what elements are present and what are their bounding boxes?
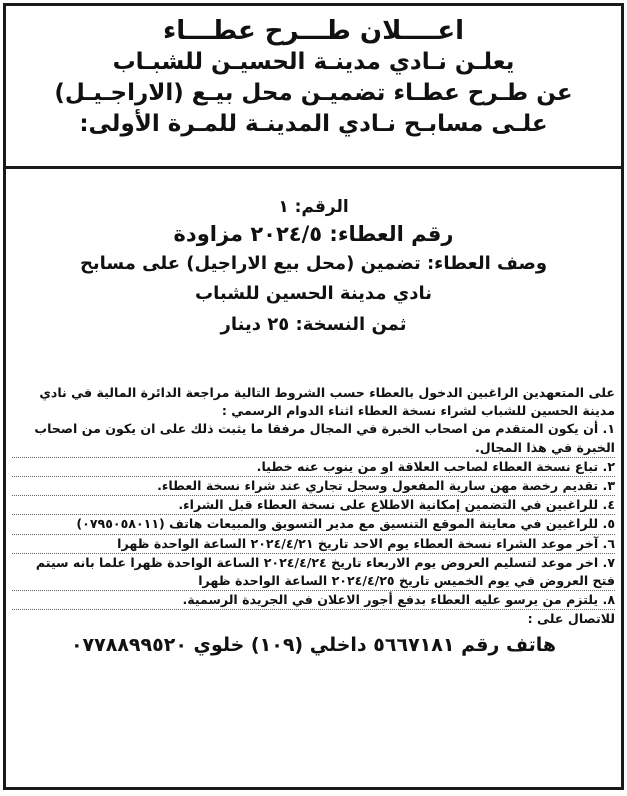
contact-label: للاتصال على : <box>527 611 615 627</box>
headline-title: اعــــلان طـــرح عطـــاء <box>162 16 465 46</box>
headline-club: يعلـن نـادي مدينـة الحسيـن للشبـاب <box>112 49 515 75</box>
condition-item-7: ٧. اخر موعد لتسليم العروض يوم الاربعاء تاريخ ٢٠٢٤/٤/٢٤ الساعة الواحدة ظهرا علما بانه سيتم فتح العروض في يوم الخميس تاريخ ٢٠٢٤/٤/٢٥ الساعة الواحدة ظهرا <box>12 554 615 591</box>
condition-item-4: ٤. للراغبين في التضمين إمكانية الاطلاع على نسخة العطاء قبل الشراء. <box>12 496 615 515</box>
conditions-intro: على المتعهدين الراغبين الدخول بالعطاء حسب الشروط التالية مراجعة الدائرة المالية في نادي مدينة الحسين للشباب لشراء نسخة العطاء اثناء الدوام الرسمي : <box>39 385 615 419</box>
reference-number: الرقم: ١ <box>278 197 349 217</box>
tender-announcement <box>3 3 624 790</box>
tender-conditions <box>6 374 621 660</box>
condition-item-6: ٦. آخر موعد الشراء نسخة العطاء يوم الاحد تاريخ ٢٠٢٤/٤/٢١ الساعة الواحدة ظهرا <box>12 535 615 554</box>
condition-item-8: ٨. يلتزم من يرسو عليه العطاء بدفع أجور الاعلان في الجريدة الرسمية. <box>12 591 615 610</box>
tender-description-line2: نادي مدينة الحسين للشباب <box>195 283 432 304</box>
condition-item-3: ٣. تقديم رخصة مهن سارية المفعول وسجل تجاري عند شراء نسخة العطاء. <box>12 477 615 496</box>
copy-price: ثمن النسخة: ٢٥ دينار <box>220 314 407 335</box>
condition-item-1: ١. أن يكون المتقدم من اصحاب الخبرة في المجال مرفقا ما يثبت ذلك على ان يكون من اصحاب الخبرة في هذا المجال. <box>12 420 615 457</box>
condition-item-2: ٢. تباع نسخة العطاء لصاحب العلاقة او من ينوب عنه خطيا. <box>12 458 615 477</box>
tender-reference <box>6 169 621 374</box>
tender-number: رقم العطاء: ٢٠٢٤/٥ مزاودة <box>173 222 454 246</box>
announcement-header <box>6 6 621 169</box>
contact-phone: هاتف رقم ٥٦٦٧١٨١ داخلي (١٠٩) خلوي ٠٧٧٨٨٩٩٥٢٠ <box>70 634 557 657</box>
condition-item-5: ٥. للراغبين في معاينة الموقع التنسيق مع مدير التسويق والمبيعات هاتف (٠٧٩٥٠٥٨٠١١) <box>12 515 615 534</box>
headline-location: علـى مسابـح نـادي المدينـة للمـرة الأولى: <box>79 111 548 137</box>
headline-subject: عن طـرح عطـاء تضميـن محل بيـع (الاراجـيـل) <box>54 80 573 106</box>
tender-description-line1: وصف العطاء: تضمين (محل بيع الاراجيل) على مسابح <box>79 253 548 274</box>
